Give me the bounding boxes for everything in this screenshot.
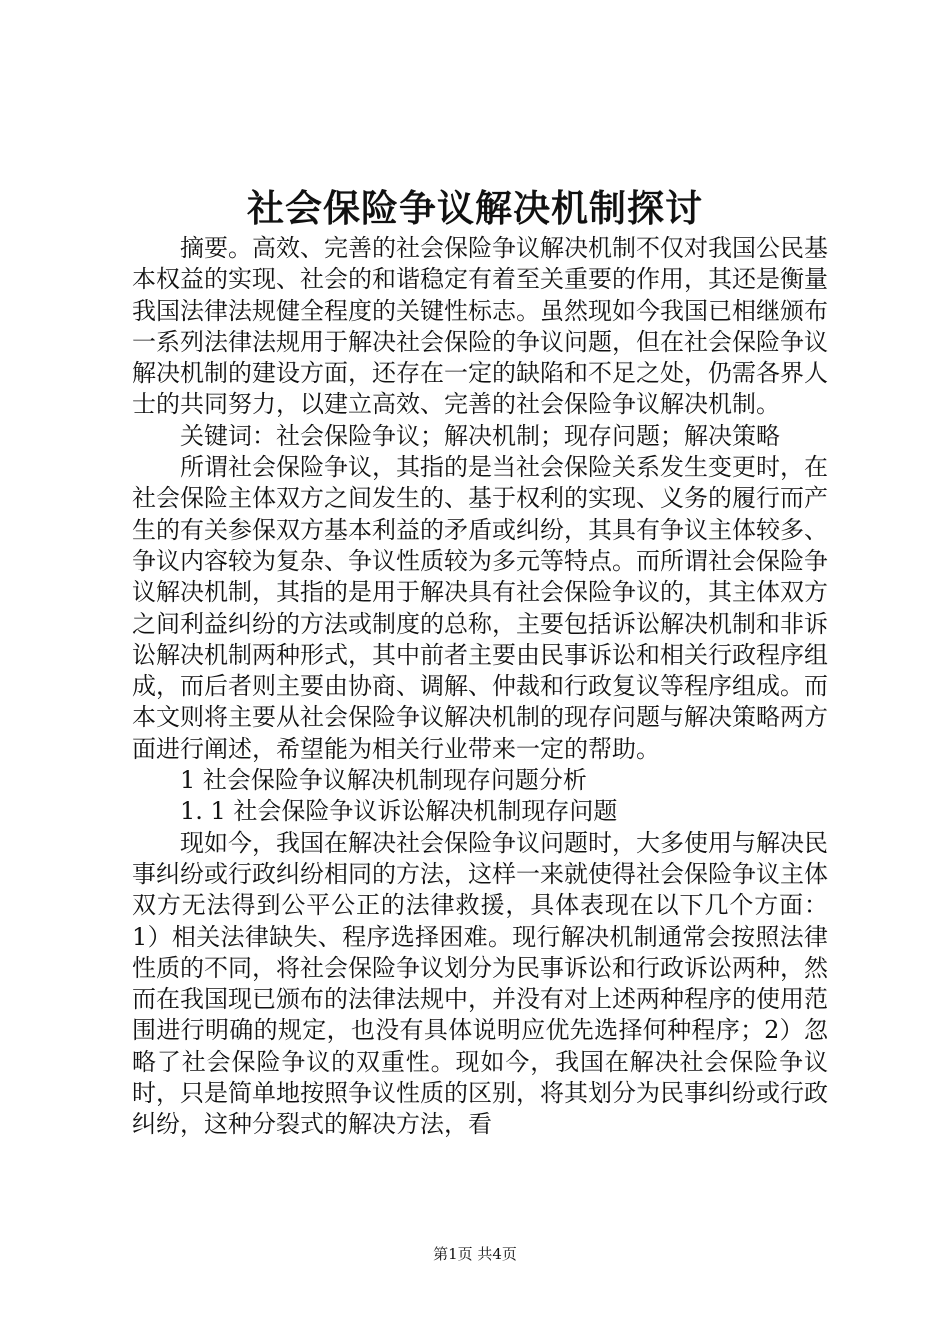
subsection-heading-1-1: 1. 1 社会保险争议诉讼解决机制现存问题 (180, 797, 618, 826)
document-body (132, 233, 828, 1141)
document-title: 社会保险争议解决机制探讨 (247, 186, 703, 230)
section-heading-1: 1 社会保险争议解决机制现存问题分析 (180, 766, 587, 795)
page-number-footer: 第1页 共4页 (433, 1245, 517, 1263)
abstract-paragraph: 摘要。高效、完善的社会保险争议解决机制不仅对我国公民基本权益的实现、社会的和谐稳定有着至关重要的作用，其还是衡量我国法律法规健全程度的关键性标志。虽然现如今我国已相继颁布一系列法律法规用于解决社会保险的争议问题，但在社会保险争议解决机制的建设方面，还存在一定的缺陷和不足之处，仍需各界人士的共同努力，以建立高效、完善的社会保险争议解决机制。 (132, 234, 828, 419)
body-paragraph: 现如今，我国在解决社会保险争议问题时，大多使用与解决民事纠纷或行政纠纷相同的方法，这样一来就使得社会保险争议主体双方无法得到公平公正的法律救援，具体表现在以下几个方面：1）相关法律缺失、程序选择困难。现行解决机制通常会按照法律性质的不同，将社会保险争议划分为民事诉讼和行政诉讼两种，然而在我国现已颁布的法律法规中，并没有对上述两种程序的使用范围进行明确的规定，也没有具体说明应优先选择何种程序；2）忽略了社会保险争议的双重性。现如今，我国在解决社会保险争议时，只是简单地按照争议性质的区别，将其划分为民事纠纷或行政纠纷，这种分裂式的解决方法，看 (132, 828, 828, 1139)
keywords-paragraph: 关键词：社会保险争议；解决机制；现存问题；解决策略 (180, 421, 780, 450)
intro-paragraph: 所谓社会保险争议，其指的是当社会保险关系发生变更时，在社会保险主体双方之间发生的、基于权利的实现、义务的履行而产生的有关参保双方基本利益的矛盾或纠纷，其具有争议主体较多、争议内容较为复杂、争议性质较为多元等特点。而所谓社会保险争议解决机制，其指的是用于解决具有社会保险争议的，其主体双方之间利益纠纷的方法或制度的总称，主要包括诉讼解决机制和非诉讼解决机制两种形式，其中前者主要由民事诉讼和相关行政程序组成，而后者则主要由协商、调解、仲裁和行政复议等程序组成。而本文则将主要从社会保险争议解决机制的现存问题与解决策略两方面进行阐述，希望能为相关行业带来一定的帮助。 (132, 453, 828, 763)
